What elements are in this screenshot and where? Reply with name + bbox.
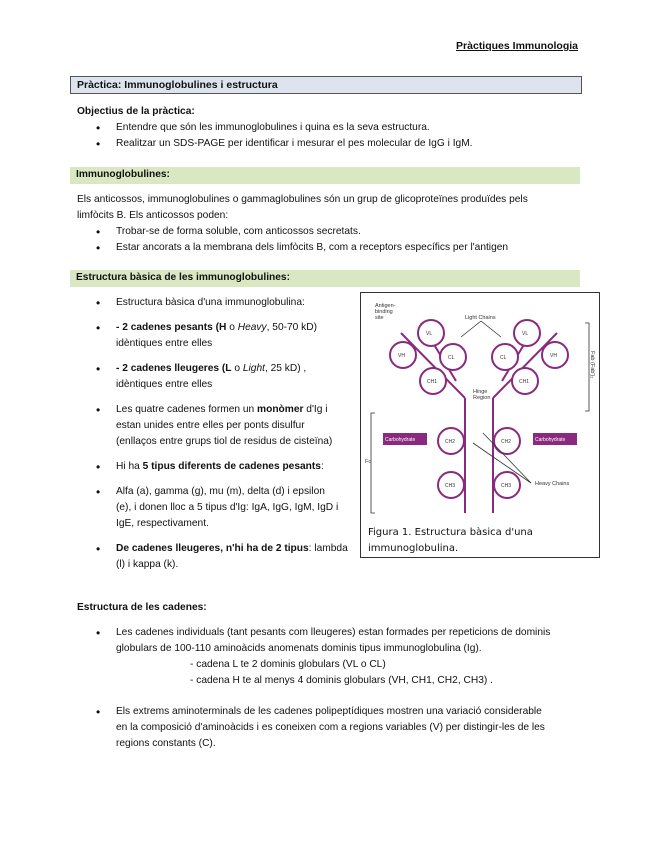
label-fab: Fab (Fab')₂ (589, 351, 595, 379)
estructura-list (77, 295, 357, 573)
list-item (77, 295, 357, 311)
label-hinge: Hinge (473, 389, 488, 395)
label-cl-left: CL (448, 355, 455, 361)
b7-bold: De cadenes lleugeres, n'hi ha de 2 tipus (116, 543, 309, 554)
list-item: • Entendre que són les immunoglobulines i quina es la seva estructura. (77, 120, 577, 136)
label-carbohydrate-right: Carbohydrate (535, 437, 566, 443)
cadenes-b2-line3: regions constants (C). (116, 738, 216, 749)
b5-bold: 5 tipus diferents de cadenes pesants (142, 461, 321, 472)
label-vh-right: VH (550, 353, 557, 359)
b2-line2: idèntiques entre elles (116, 338, 213, 349)
immuno-intro-line2: limfòcits B. Els anticossos poden: (77, 210, 229, 221)
immuno-heading: Immunoglobulines: (70, 167, 580, 184)
b6-line3: IgE, respectivament. (116, 518, 209, 529)
practica-title: Pràctica: Immunoglobulines i estructura (70, 76, 582, 94)
b1: Estructura bàsica d'una immunoglobulina: (116, 297, 305, 308)
label-vh-left: VH (398, 353, 405, 359)
list-item: • Realitzar un SDS-PAGE per identificar i mesurar el pes molecular de IgG i IgM. (77, 136, 577, 152)
b7-a: : lambda (308, 543, 348, 554)
list-item (77, 704, 607, 752)
label-light-chains: Light Chains (465, 315, 496, 321)
light-chain-pointer (461, 321, 481, 337)
b7-line2: (l) i kappa (k). (116, 559, 179, 570)
b2-italic: Heavy (237, 322, 267, 333)
label-ch1-right: CH1 (519, 379, 530, 385)
list-item: • Estar ancorats a la membrana dels limfòcits B, com a receptors específics per l'antigen (77, 240, 597, 256)
cadenes-b2-line1: Els extrems aminoterminals de les cadenes polipeptídiques mostren una variació considerable (116, 706, 542, 717)
b4-line3: (enllaços entre grups tiol de residus de cisteïna) (116, 436, 333, 447)
label-cl-right: CL (500, 355, 507, 361)
list-item (77, 361, 357, 393)
b5-b: : (320, 461, 324, 472)
label-ch1-left: CH1 (427, 379, 438, 385)
caption-line2: immunoglobulina. (368, 543, 459, 554)
cadenes-sub1: - cadena L te 2 dominis globulars (VL o CL) (190, 659, 386, 670)
objectius-list (77, 120, 577, 152)
list-item (77, 402, 357, 450)
label-binding: binding (375, 309, 393, 315)
b2-bold: - 2 cadenes pesants (H (116, 322, 227, 333)
cadenes-b1-line1: Les cadenes individuals (tant pesants com lleugeres) estan formades per repeticions de dominis (116, 627, 551, 638)
cadenes-list-1 (77, 625, 607, 657)
b4-a: Les quatre cadenes formen un (116, 404, 258, 415)
cadenes-b1-line2: globulars de 100-110 aminoàcids anomenats dominis tipus immunoglobulina (Ig). (116, 643, 482, 654)
objectius-heading: Objectius de la pràctica: (77, 106, 195, 117)
label-antigen: Antigen- (375, 303, 396, 309)
cadenes-heading: Estructura de les cadenes: (77, 602, 207, 613)
fab-bracket (585, 323, 589, 411)
b4-b: d'Ig i (303, 404, 328, 415)
label-ch2-left: CH2 (445, 439, 456, 445)
cadenes-sub2: - cadena H te al menys 4 dominis globulars (VH, CH1, CH2, CH3) . (190, 675, 493, 686)
list-item (77, 541, 357, 573)
label-region: Region (473, 395, 491, 401)
cadenes-b2-line2: en la composició d'aminoàcids i es coneixen com a regions variables (V) per distingir-les de les (116, 722, 545, 733)
immuno-intro (77, 192, 597, 224)
list-item (77, 625, 607, 657)
label-site: site (375, 315, 384, 321)
list-item (77, 484, 357, 532)
light-chain-pointer-2 (481, 321, 501, 337)
label-carbohydrate-left: Carbohydrate (385, 437, 416, 443)
label-vl-left: VL (426, 331, 433, 337)
caption-line1: Figura 1. Estructura bàsica d'una (368, 527, 533, 538)
label-vl-right: VL (522, 331, 529, 337)
immuno-intro-line1: Els anticossos, immunoglobulines o gammaglobulines són un grup de glicoproteïnes produïdes pels (77, 194, 528, 205)
b4-line2: estan unides entre elles per ponts disulfur (116, 420, 305, 431)
label-fc: Fc (365, 459, 372, 465)
immuno-list (77, 224, 597, 256)
figure-frame (360, 292, 600, 558)
b4-bold: monòmer (257, 404, 304, 415)
b3-italic: Light (242, 363, 265, 374)
b5-a: Hi ha (116, 461, 143, 472)
label-ch3-right: CH3 (501, 483, 512, 489)
b2-o: o (226, 322, 238, 333)
cadenes-list-2 (77, 704, 607, 752)
label-ch3-left: CH3 (445, 483, 456, 489)
figure-caption (368, 525, 568, 557)
b3-o: o (231, 363, 243, 374)
label-ch2-right: CH2 (501, 439, 512, 445)
list-item: • Trobar-se de forma soluble, com anticossos secretats. (77, 224, 597, 240)
b6-line2: (e), i donen lloc a 5 tipus d'Ig: IgA, IgG, IgM, IgD i (116, 502, 339, 513)
b3-rest: , 25 kD) , (264, 363, 307, 374)
antibody-diagram (361, 293, 599, 519)
list-item (77, 459, 357, 475)
b3-bold: - 2 cadenes lleugeres (L (116, 363, 232, 374)
label-heavy-chains: Heavy Chains (535, 481, 570, 487)
fc-bracket (371, 413, 375, 513)
header-title: Pràctiques Immunologia (456, 40, 578, 52)
list-item (77, 320, 357, 352)
b3-line2: idèntiques entre elles (116, 379, 213, 390)
estructura-heading: Estructura bàsica de les immunoglobulines: (70, 270, 580, 287)
b2-rest: , 50-70 kD) (266, 322, 318, 333)
b6-line1: Alfa (a), gamma (g), mu (m), delta (d) i epsilon (116, 486, 325, 497)
